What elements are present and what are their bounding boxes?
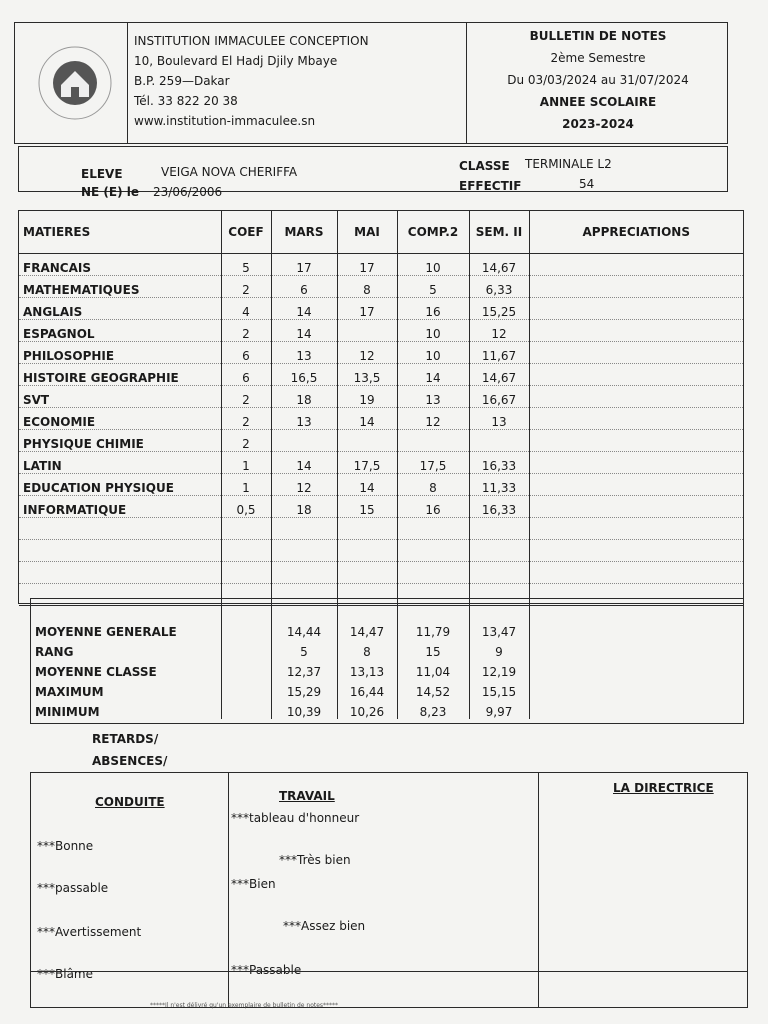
cell — [469, 562, 529, 584]
row-label: PHILOSOPHIE — [19, 342, 221, 364]
cell — [221, 562, 271, 584]
row-label: RANG — [31, 639, 221, 659]
bulletin-info — [467, 23, 729, 143]
cell: COEF — [221, 211, 271, 254]
cell — [529, 276, 743, 298]
school-logo — [25, 33, 125, 133]
cell: 6,33 — [469, 276, 529, 298]
table-row — [19, 474, 743, 496]
cell: 2 — [221, 430, 271, 452]
table-row — [19, 298, 743, 320]
school-address: 10, Boulevard El Hadj Djily Mbaye — [134, 54, 338, 68]
school-bp: B.P. 259—Dakar — [134, 74, 230, 88]
cell: 19 — [337, 386, 397, 408]
cell — [529, 254, 743, 276]
cell — [337, 518, 397, 540]
cell: 9 — [469, 639, 529, 659]
cell — [397, 599, 469, 619]
cell — [469, 518, 529, 540]
cell: 16 — [397, 496, 469, 518]
cell: 14,44 — [271, 619, 337, 639]
cell: 6 — [221, 342, 271, 364]
row-label: MAXIMUM — [31, 679, 221, 699]
school-tel: Tél. 33 822 20 38 — [134, 94, 238, 108]
travail-item: ***Passable — [231, 963, 302, 977]
table-row — [19, 320, 743, 342]
cell — [529, 430, 743, 452]
cell — [271, 518, 337, 540]
cell: 5 — [221, 254, 271, 276]
cell — [337, 540, 397, 562]
cell — [271, 599, 337, 619]
cell: 5 — [397, 276, 469, 298]
cell: 13 — [397, 386, 469, 408]
row-label: LATIN — [19, 452, 221, 474]
cell — [529, 386, 743, 408]
cell: 14 — [397, 364, 469, 386]
cell: 15,25 — [469, 298, 529, 320]
cell: SEM. II — [469, 211, 529, 254]
period: Du 03/03/2024 au 31/07/2024 — [507, 73, 689, 87]
footnote: *****Il n'est délivré qu'un exemplaire de bulletin de notes***** — [150, 1002, 339, 1009]
cell — [529, 342, 743, 364]
cell: 4 — [221, 298, 271, 320]
cell — [469, 599, 529, 619]
cell: 8,23 — [397, 699, 469, 719]
row-label: MATHEMATIQUES — [19, 276, 221, 298]
table-row — [19, 342, 743, 364]
cell: 17 — [337, 298, 397, 320]
row-label: PHYSIQUE CHIMIE — [19, 430, 221, 452]
conduite-item: ***Avertissement — [37, 925, 142, 939]
cell: 10,39 — [271, 699, 337, 719]
born-label: NE (E) le — [81, 185, 140, 199]
table-row — [19, 254, 743, 276]
row-label: INFORMATIQUE — [19, 496, 221, 518]
cell — [397, 562, 469, 584]
cell: 15 — [397, 639, 469, 659]
cell: 17 — [337, 254, 397, 276]
row-label: MATIERES — [19, 211, 221, 254]
cell: 15 — [337, 496, 397, 518]
summary-row — [31, 699, 743, 719]
cell — [337, 320, 397, 342]
table-row — [19, 276, 743, 298]
cell: 1 — [221, 452, 271, 474]
cell: 16,33 — [469, 496, 529, 518]
cell — [221, 659, 271, 679]
cell — [529, 679, 743, 699]
summary-row — [31, 659, 743, 679]
travail-item: ***Bien — [231, 877, 276, 891]
classe-label: CLASSE — [459, 159, 510, 173]
row-label: ESPAGNOL — [19, 320, 221, 342]
row-label — [19, 540, 221, 562]
row-label: SVT — [19, 386, 221, 408]
table-row — [19, 386, 743, 408]
row-label: MOYENNE CLASSE — [31, 659, 221, 679]
cell: 17,5 — [337, 452, 397, 474]
summary-row — [31, 639, 743, 659]
cell: 13,5 — [337, 364, 397, 386]
cell — [469, 540, 529, 562]
cell: 17,5 — [397, 452, 469, 474]
summary-table — [30, 598, 744, 724]
travail-item: ***tableau d'honneur — [231, 811, 360, 825]
cell: 14 — [337, 474, 397, 496]
cell — [529, 496, 743, 518]
effectif-label: EFFECTIF — [459, 179, 522, 193]
cell: 2 — [221, 276, 271, 298]
cell — [221, 599, 271, 619]
cell — [221, 518, 271, 540]
school-name: INSTITUTION IMMACULEE CONCEPTION — [134, 34, 369, 48]
cell: 8 — [337, 639, 397, 659]
cell: 12 — [271, 474, 337, 496]
table-row — [19, 496, 743, 518]
cell — [271, 430, 337, 452]
cell — [271, 540, 337, 562]
row-label: MOYENNE GENERALE — [31, 619, 221, 639]
header-block — [14, 22, 728, 144]
cell: 10 — [397, 254, 469, 276]
cell: 13 — [271, 342, 337, 364]
absences-label: ABSENCES/ — [92, 754, 168, 768]
travail-item: ***Très bien — [279, 853, 351, 867]
cell — [469, 430, 529, 452]
row-label: HISTOIRE GEOGRAPHIE — [19, 364, 221, 386]
cell: 10 — [397, 320, 469, 342]
summary-row — [31, 679, 743, 699]
cell — [337, 430, 397, 452]
table-row — [19, 430, 743, 452]
cell — [337, 599, 397, 619]
cell — [529, 699, 743, 719]
cell: 16 — [397, 298, 469, 320]
cell: 16,67 — [469, 386, 529, 408]
effectif-value: 54 — [579, 177, 595, 191]
cell: 6 — [271, 276, 337, 298]
cell — [529, 619, 743, 639]
cell — [529, 298, 743, 320]
conduite-item: ***passable — [37, 881, 109, 895]
cell — [221, 699, 271, 719]
cell: COMP.2 — [397, 211, 469, 254]
travail-item: ***Assez bien — [283, 919, 366, 933]
cell: 2 — [221, 408, 271, 430]
cell — [529, 408, 743, 430]
cell: 12 — [337, 342, 397, 364]
row-label: ANGLAIS — [19, 298, 221, 320]
summary-row — [31, 619, 743, 639]
bottom-divider — [31, 971, 747, 972]
student-block — [18, 146, 728, 199]
cell: 17 — [271, 254, 337, 276]
row-label: FRANCAIS — [19, 254, 221, 276]
cell: 5 — [271, 639, 337, 659]
cell: MAI — [337, 211, 397, 254]
row-label: MINIMUM — [31, 699, 221, 719]
cell: 14 — [271, 320, 337, 342]
cell — [529, 364, 743, 386]
cell: 14,67 — [469, 254, 529, 276]
observations-block — [30, 772, 748, 1008]
cell — [397, 430, 469, 452]
school-year-label: ANNEE SCOLAIRE — [539, 95, 657, 109]
cell: 13,13 — [337, 659, 397, 679]
cell: 18 — [271, 496, 337, 518]
cell: 16,33 — [469, 452, 529, 474]
cell: 6 — [221, 364, 271, 386]
cell: 10,26 — [337, 699, 397, 719]
school-web: www.institution-immaculee.sn — [134, 114, 316, 128]
cell: 8 — [337, 276, 397, 298]
cell: 13 — [271, 408, 337, 430]
cell: 13 — [469, 408, 529, 430]
row-label — [19, 562, 221, 584]
cell — [221, 540, 271, 562]
semester: 2ème Semestre — [550, 51, 646, 65]
cell: 12 — [469, 320, 529, 342]
cell: 16,44 — [337, 679, 397, 699]
retards-absences — [92, 728, 167, 772]
cell — [337, 562, 397, 584]
school-year: 2023-2024 — [562, 117, 634, 131]
born-date: 23/06/2006 — [153, 185, 223, 199]
conduite-item: ***Blâme — [37, 967, 93, 981]
cell: APPRECIATIONS — [529, 211, 743, 254]
table-row — [19, 364, 743, 386]
cell: 14 — [271, 298, 337, 320]
cell: 12,37 — [271, 659, 337, 679]
table-row-empty — [19, 518, 743, 540]
travail-title: TRAVAIL — [279, 789, 335, 803]
cell — [221, 679, 271, 699]
cell — [397, 540, 469, 562]
cell — [397, 518, 469, 540]
conduite-title: CONDUITE — [95, 795, 165, 809]
cell: 11,79 — [397, 619, 469, 639]
cell: 8 — [397, 474, 469, 496]
cell — [529, 474, 743, 496]
cell: 1 — [221, 474, 271, 496]
cell: 14,47 — [337, 619, 397, 639]
cell: 2 — [221, 386, 271, 408]
cell: 9,97 — [469, 699, 529, 719]
cell: 15,15 — [469, 679, 529, 699]
table-row — [19, 408, 743, 430]
bulletin-title: BULLETIN DE NOTES — [529, 29, 667, 43]
cell: 11,04 — [397, 659, 469, 679]
cell: 0,5 — [221, 496, 271, 518]
table-row-empty — [19, 562, 743, 584]
summary-spacer — [31, 599, 743, 619]
cell — [529, 540, 743, 562]
cell: 14,52 — [397, 679, 469, 699]
cell — [221, 619, 271, 639]
classe-value: TERMINALE L2 — [525, 157, 612, 171]
row-label: EDUCATION PHYSIQUE — [19, 474, 221, 496]
cell: 12,19 — [469, 659, 529, 679]
cell: 18 — [271, 386, 337, 408]
retards-label: RETARDS/ — [92, 732, 159, 746]
row-label: ECONOMIE — [19, 408, 221, 430]
cell — [529, 562, 743, 584]
cell: 14 — [271, 452, 337, 474]
cell — [529, 599, 743, 619]
student-name: VEIGA NOVA CHERIFFA — [161, 165, 298, 179]
cell: 10 — [397, 342, 469, 364]
cell — [529, 452, 743, 474]
table-row-empty — [19, 540, 743, 562]
cell — [529, 320, 743, 342]
cell: 16,5 — [271, 364, 337, 386]
cell: 11,33 — [469, 474, 529, 496]
cell: 13,47 — [469, 619, 529, 639]
cell: 11,67 — [469, 342, 529, 364]
table-header-row — [19, 211, 743, 254]
grades-table — [18, 210, 744, 604]
row-label — [31, 599, 221, 619]
cell: 2 — [221, 320, 271, 342]
cell — [529, 639, 743, 659]
cell: 12 — [397, 408, 469, 430]
cell — [529, 659, 743, 679]
cell — [271, 562, 337, 584]
cell: MARS — [271, 211, 337, 254]
conduite-item: ***Bonne — [37, 839, 94, 853]
cell: 14,67 — [469, 364, 529, 386]
table-row — [19, 452, 743, 474]
row-label — [19, 518, 221, 540]
eleve-label: ELEVE — [81, 167, 123, 181]
cell: 14 — [337, 408, 397, 430]
cell — [529, 518, 743, 540]
directrice-label: LA DIRECTRICE — [613, 781, 714, 795]
cell — [221, 639, 271, 659]
cell: 15,29 — [271, 679, 337, 699]
school-info — [127, 23, 467, 143]
